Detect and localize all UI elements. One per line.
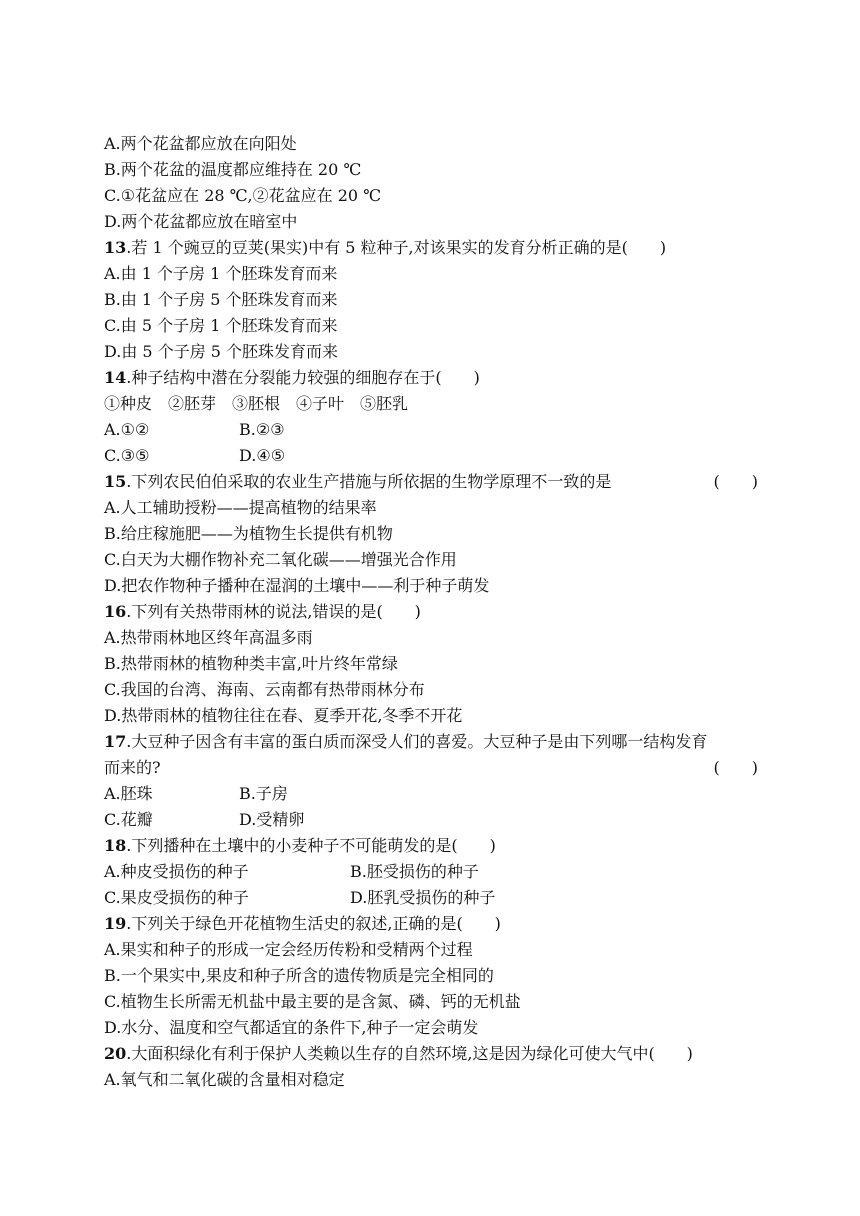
q14-items: ①种皮 ②胚芽 ③胚根 ④子叶 ⑤胚乳 (104, 394, 409, 413)
q18-number: 18 (104, 836, 127, 855)
q18-option-d: D.胚乳受损伤的种子 (350, 888, 496, 907)
q14-text: .种子结构中潜在分裂能力较强的细胞存在于( ) (126, 368, 480, 387)
q17-stem (104, 729, 764, 755)
q17-option-c: C.花瓣 (104, 810, 153, 829)
q18-options-cd (104, 885, 764, 911)
q17-text-2: 而来的? (104, 758, 161, 777)
q14-options-cd (104, 443, 764, 469)
q16-option-d: D.热带雨林的植物往往在春、夏季开花,冬季不开花 (104, 706, 463, 725)
q13-option-b: B.由 1 个子房 5 个胚珠发育而来 (104, 290, 338, 309)
q13-stem (104, 235, 764, 261)
q17-option-d: D.受精卵 (239, 810, 305, 829)
q12-option-a: A.两个花盆都应放在向阳处 (104, 134, 297, 153)
q19-number: 19 (104, 914, 127, 933)
q16-number: 16 (104, 602, 127, 621)
q13-option-c: C.由 5 个子房 1 个胚珠发育而来 (104, 316, 338, 335)
q20-option-a: A.氧气和二氧化碳的含量相对稳定 (104, 1070, 345, 1089)
q15-text: .下列农民伯伯采取的农业生产措施与所依据的生物学原理不一致的是 (126, 472, 612, 491)
q16-option-c: C.我国的台湾、海南、云南都有热带雨林分布 (104, 680, 425, 699)
q15-stem (104, 469, 764, 495)
q18-options-ab (104, 859, 764, 885)
q16-option-b: B.热带雨林的植物种类丰富,叶片终年常绿 (104, 654, 398, 673)
q15-option-d: D.把农作物种子播种在湿润的土壤中——利于种子萌发 (104, 576, 490, 595)
q13-text: .若 1 个豌豆的豆荚(果实)中有 5 粒种子,对该果实的发育分析正确的是( ) (126, 238, 667, 257)
q19-option-a: A.果实和种子的形成一定会经历传粉和受精两个过程 (104, 940, 473, 959)
q17-stem-continued (104, 755, 764, 781)
q15-option-a: A.人工辅助授粉——提高植物的结果率 (104, 498, 377, 517)
q15-answer-paren: ( ) (713, 472, 758, 491)
q14-option-c: C.③⑤ (104, 446, 150, 465)
q14-stem (104, 365, 764, 391)
q17-number: 17 (104, 732, 127, 751)
q15-option-b: B.给庄稼施肥——为植物生长提供有机物 (104, 524, 393, 543)
q19-option-b: B.一个果实中,果皮和种子所含的遗传物质是完全相同的 (104, 966, 494, 985)
q13-option-a: A.由 1 个子房 1 个胚珠发育而来 (104, 264, 338, 283)
q13-number: 13 (104, 238, 127, 257)
q17-option-a: A.胚珠 (104, 784, 153, 803)
q19-option-d: D.水分、温度和空气都适宜的条件下,种子一定会萌发 (104, 1018, 479, 1037)
q18-stem (104, 833, 764, 859)
q16-option-a: A.热带雨林地区终年高温多雨 (104, 628, 313, 647)
q14-option-a: A.①② (104, 420, 150, 439)
q18-option-a: A.种皮受损伤的种子 (104, 862, 249, 881)
q14-option-b: B.②③ (239, 420, 285, 439)
q17-option-b: B.子房 (239, 784, 288, 803)
q20-stem (104, 1041, 764, 1067)
q14-options-ab (104, 417, 764, 443)
q19-text: .下列关于绿色开花植物生活史的叙述,正确的是( ) (126, 914, 501, 933)
q16-text: .下列有关热带雨林的说法,错误的是( ) (126, 602, 421, 621)
exam-page (104, 131, 764, 1093)
q14-number: 14 (104, 368, 127, 387)
q19-option-c: C.植物生长所需无机盐中最主要的是含氮、磷、钙的无机盐 (104, 992, 521, 1011)
q17-answer-paren: ( ) (713, 758, 758, 777)
q20-number: 20 (104, 1044, 127, 1063)
q17-options-ab (104, 781, 764, 807)
q16-stem (104, 599, 764, 625)
q14-option-d: D.④⑤ (239, 446, 286, 465)
q15-option-c: C.白天为大棚作物补充二氧化碳——增强光合作用 (104, 550, 457, 569)
q20-text: .大面积绿化有利于保护人类赖以生存的自然环境,这是因为绿化可使大气中( ) (126, 1044, 693, 1063)
q18-option-c: C.果皮受损伤的种子 (104, 888, 249, 907)
q15-number: 15 (104, 472, 127, 491)
q13-option-d: D.由 5 个子房 5 个胚珠发育而来 (104, 342, 339, 361)
q19-stem (104, 911, 764, 937)
q17-text: .大豆种子因含有丰富的蛋白质而深受人们的喜爱。大豆种子是由下列哪一结构发育 (126, 732, 708, 751)
q12-option-d: D.两个花盆都应放在暗室中 (104, 212, 298, 231)
q18-text: .下列播种在土壤中的小麦种子不可能萌发的是( ) (126, 836, 496, 855)
q12-option-b: B.两个花盆的温度都应维持在 20 ℃ (104, 160, 362, 179)
q12-option-c: C.①花盆应在 28 ℃,②花盆应在 20 ℃ (104, 186, 382, 205)
q18-option-b: B.胚受损伤的种子 (350, 862, 479, 881)
q17-options-cd (104, 807, 764, 833)
